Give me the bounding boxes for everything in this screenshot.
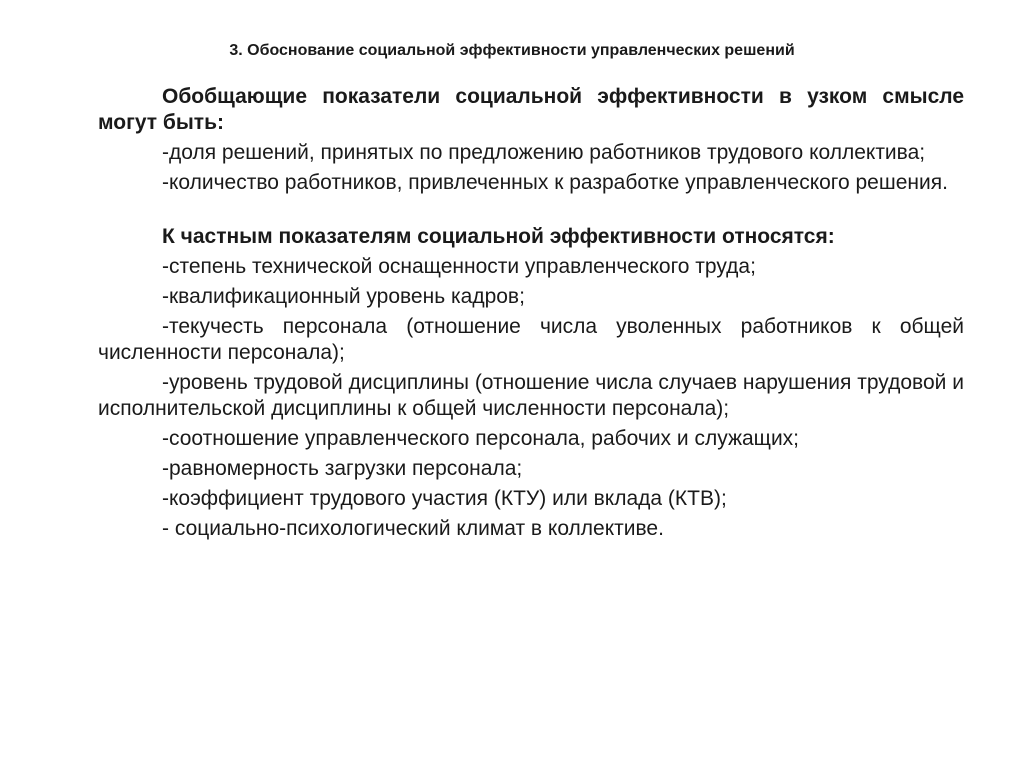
slide-content [98,84,964,546]
section2-item: -степень технической оснащенности управленческого труда; [162,255,756,278]
section2-item: -квалификационный уровень кадров; [162,285,525,308]
section2-item: -коэффициент трудового участия (КТУ) или вклада (КТВ); [162,487,727,510]
section2-item: -соотношение управленческого персонала, рабочих и служащих; [162,427,800,450]
spacer [98,200,964,224]
section2-item: -уровень трудовой дисциплины (отношение числа случаев нарушения трудовой и исполнительской дисциплины к общей численности персонала); [98,371,964,420]
section2-item: -равномерность загрузки персонала; [162,457,523,480]
section1-item: -доля решений, принятых по предложению работников трудового коллектива; [162,141,926,164]
section1-item: -количество работников, привлеченных к разработке управленческого решения. [162,171,948,194]
section2-item: -текучесть персонала (отношение числа уволенных работников к общей численности персонала); [98,315,964,364]
section1-heading: Обобщающие показатели социальной эффективности в узком смысле могут быть: [98,85,964,134]
section2-item: - социально-психологический климат в коллективе. [162,517,664,540]
slide-title: 3. Обоснование социальной эффективности управленческих решений [229,42,795,59]
section2-heading: К частным показателям социальной эффективности относятся: [162,225,835,248]
